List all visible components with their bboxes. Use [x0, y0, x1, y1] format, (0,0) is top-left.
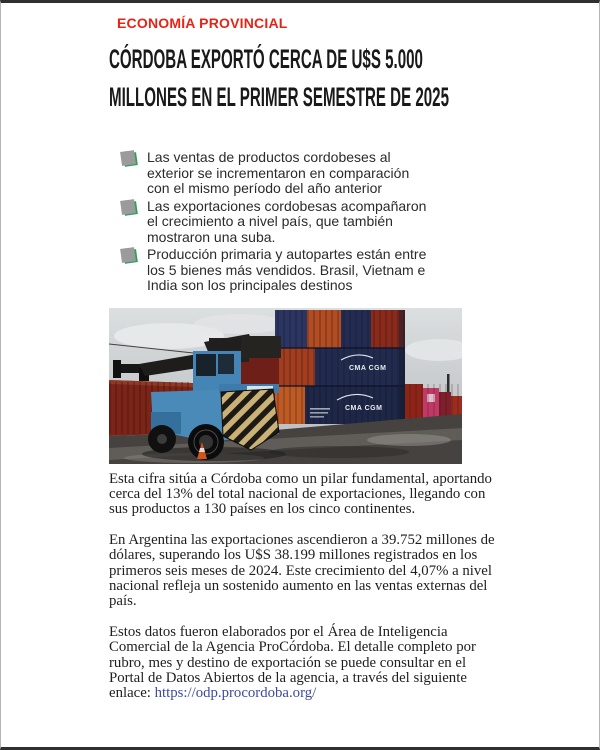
svg-text:CMA CGM: CMA CGM — [349, 364, 387, 372]
closing-text: Estos datos fueron elaborados por el Área de Inteligencia Comercial de la Agencia ProCórdoba. El detalle completo por rubro, mes y destino de exportación se puede consultar en el Portal de Datos Abiertos de la agencia, a través del siguiente enlace: — [109, 624, 476, 701]
list-item — [121, 247, 501, 294]
container-stack — [275, 310, 405, 424]
cube-bullet-icon — [121, 247, 138, 264]
article-body — [109, 472, 501, 702]
port-containers-illustration — [109, 308, 462, 464]
article-headline — [109, 40, 501, 116]
open-data-portal-link[interactable]: https://odp.procordoba.org/ — [154, 684, 317, 701]
article-photo — [109, 308, 462, 464]
cube-bullet-icon — [121, 199, 138, 216]
body-paragraph: En Argentina las exportaciones ascendieron a 39.752 millones de dólares, superando los U$S 38.199 millones registrados en los primeros seis meses de 2024. Este crecimiento del 4,07% a nivel nacional refleja un sostenido aumento en las ventas externas del país. — [109, 532, 495, 609]
list-item — [121, 150, 501, 197]
svg-text:CMA CGM: CMA CGM — [345, 404, 383, 412]
bullet-text: Las exportaciones cordobesas acompañaron el crecimiento a nivel país, que también mostraron una suba. — [147, 197, 427, 245]
body-paragraph: Esta cifra sitúa a Córdoba como un pilar fundamental, aportando cerca del 13% del total nacional de exportaciones, llegando con sus productos a 130 países en los cinco continentes. — [109, 470, 492, 517]
body-paragraph-closing — [109, 625, 501, 701]
headline-line-1: CÓRDOBA EXPORTÓ CERCA DE U$S 5.000 — [109, 44, 423, 74]
article-content — [109, 15, 501, 701]
bullet-text: Las ventas de productos cordobeses al exterior se incrementaron en comparación con el mismo período del año anterior — [147, 149, 410, 196]
section-kicker: ECONOMÍA PROVINCIAL — [117, 15, 288, 31]
cube-bullet-icon — [121, 150, 138, 167]
bullet-text: Producción primaria y autopartes están entre los 5 bienes más vendidos. Brasil, Vietnam e India son los principales destinos — [147, 246, 427, 293]
list-item — [121, 199, 501, 246]
highlight-list — [121, 150, 501, 294]
headline-line-2: MILLONES EN EL PRIMER SEMESTRE DE 2025 — [109, 82, 449, 112]
